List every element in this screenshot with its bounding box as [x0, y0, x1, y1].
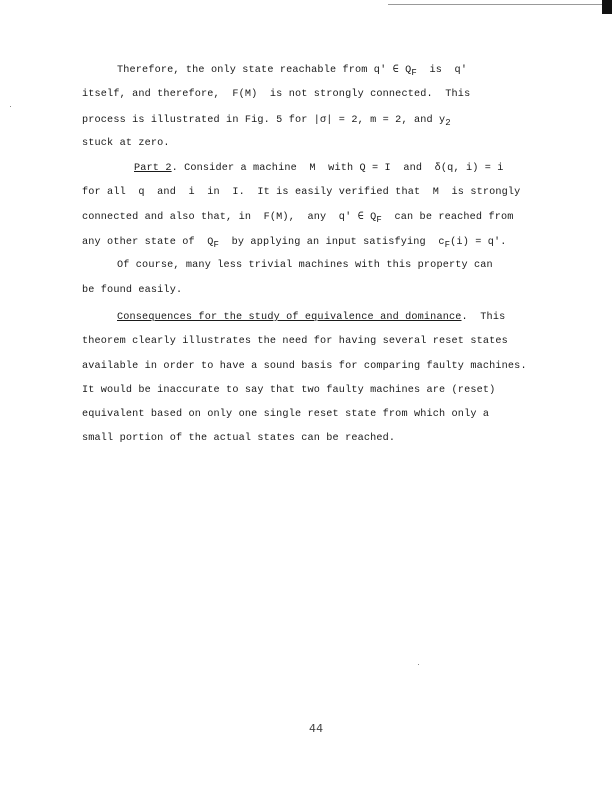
subscript: F	[411, 68, 417, 78]
text-segment: Therefore, the only state reachable from q' ∈ Q	[117, 65, 412, 76]
text-segment: is q'	[416, 65, 468, 76]
text-line	[82, 361, 527, 373]
text-segment: by applying an input satisfying c	[219, 237, 445, 248]
text-line	[117, 312, 505, 324]
page-number: 44	[309, 722, 324, 735]
corner-scan-mark	[602, 0, 612, 14]
text-line	[82, 236, 507, 249]
text-segment: process is illustrated in Fig. 5 for |σ| = 2, m = 2, and y	[82, 115, 446, 126]
text-line	[82, 385, 495, 397]
text-segment: for all q and i in I. It is easily verified that M is strongly	[82, 187, 521, 198]
scan-speck	[418, 664, 419, 665]
text-segment: theorem clearly illustrates the need for having several reset states	[82, 336, 508, 347]
text-line	[82, 187, 520, 199]
text-line	[82, 336, 508, 348]
text-line	[82, 409, 489, 421]
text-segment: Of course, many less trivial machines with this property can	[117, 260, 493, 271]
subscript: F	[376, 215, 382, 225]
scan-speck	[10, 106, 11, 107]
text-line	[117, 260, 493, 272]
text-line	[82, 138, 170, 150]
text-segment: (i) = q'.	[450, 237, 507, 248]
text-segment: connected and also that, in F(M), any q' ∈ Q	[82, 212, 377, 223]
subscript: F	[213, 240, 220, 250]
text-segment: . Consider a machine M with Q = I and δ(q, i) = i	[171, 163, 504, 174]
underlined-heading: Consequences for the study of equivalence and dominance	[117, 312, 462, 323]
text-segment: stuck at zero.	[82, 138, 170, 149]
text-line	[134, 163, 504, 175]
text-line	[117, 64, 467, 77]
subscript: F	[444, 240, 451, 250]
text-segment: be found easily.	[82, 285, 183, 296]
text-segment: It would be inaccurate to say that two faulty machines are (reset)	[82, 385, 496, 396]
text-segment: small portion of the actual states can be reached.	[82, 433, 396, 444]
text-segment: itself, and therefore, F(M) is not strongly connected. This	[82, 89, 471, 100]
text-line	[82, 433, 395, 445]
text-segment: equivalent based on only one single reset state from which only a	[82, 409, 490, 420]
text-line	[82, 285, 182, 297]
underlined-heading: Part 2	[134, 163, 172, 174]
text-segment: can be reached from	[381, 212, 514, 223]
text-segment: . This	[461, 312, 506, 323]
page-edge-line	[388, 4, 602, 5]
text-line	[82, 114, 451, 127]
text-segment: available in order to have a sound basis for comparing faulty machines.	[82, 361, 527, 372]
text-segment: any other state of Q	[82, 237, 214, 248]
subscript: 2	[445, 118, 451, 128]
text-line	[82, 89, 470, 101]
text-line	[82, 211, 514, 224]
